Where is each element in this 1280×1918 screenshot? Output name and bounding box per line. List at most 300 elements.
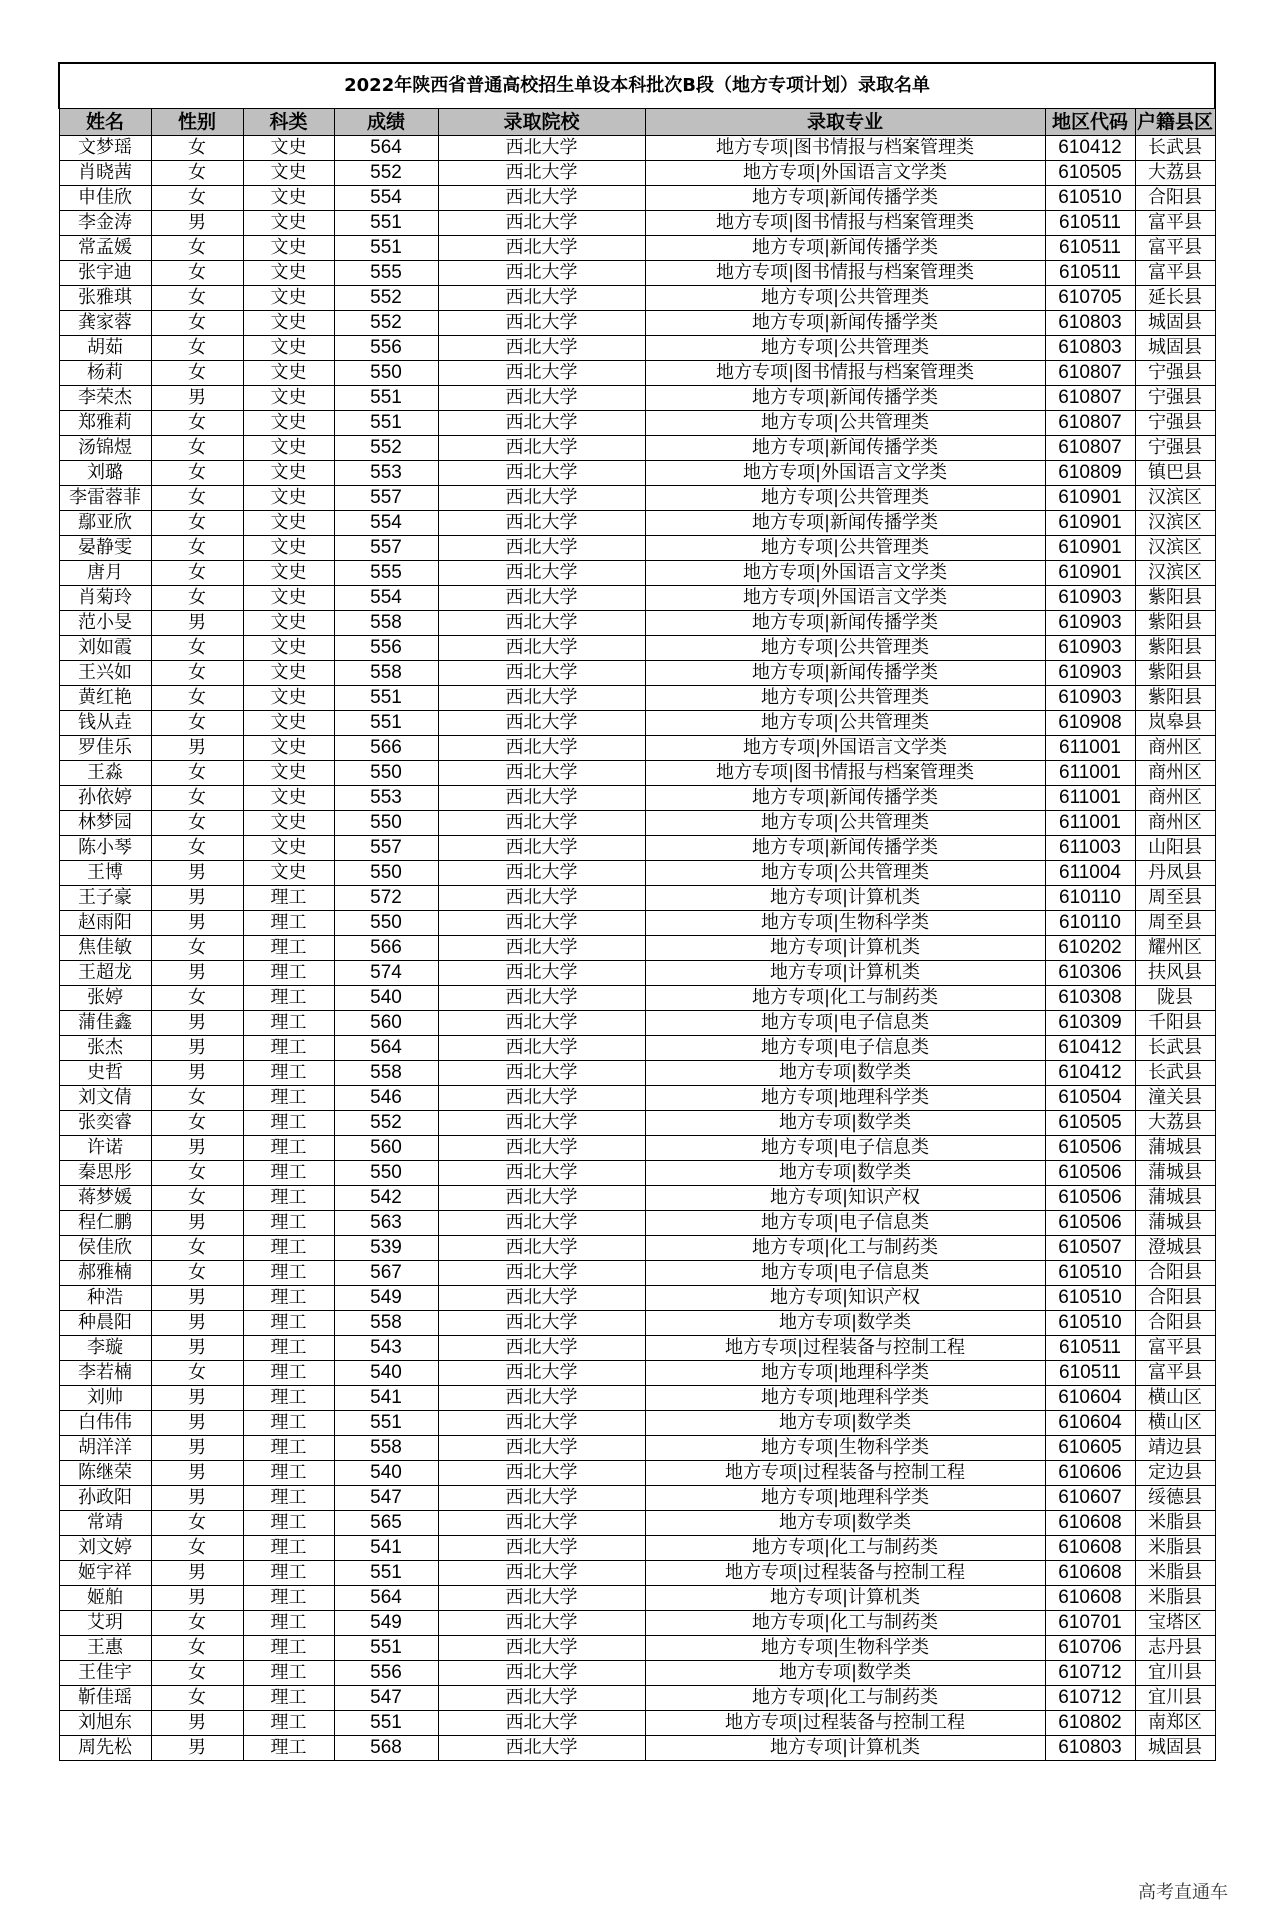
- cell-gender: 女: [151, 1186, 243, 1211]
- cell-college: 西北大学: [438, 811, 645, 836]
- cell-name: 申佳欣: [59, 186, 151, 211]
- table-row: [59, 486, 1215, 511]
- cell-county: 城固县: [1135, 336, 1215, 361]
- cell-gender: 女: [151, 661, 243, 686]
- cell-major: 地方专项|电子信息类: [645, 1036, 1045, 1061]
- cell-college: 西北大学: [438, 836, 645, 861]
- cell-category: 文史: [243, 686, 334, 711]
- cell-gender: 男: [151, 1311, 243, 1336]
- cell-gender: 女: [151, 761, 243, 786]
- cell-score: 566: [334, 736, 438, 761]
- cell-college: 西北大学: [438, 436, 645, 461]
- cell-gender: 女: [151, 1636, 243, 1661]
- cell-major: 地方专项|图书情报与档案管理类: [645, 136, 1045, 161]
- cell-region-code: 611001: [1045, 761, 1135, 786]
- cell-college: 西北大学: [438, 1561, 645, 1586]
- table-row: [59, 1086, 1215, 1111]
- cell-score: 550: [334, 1161, 438, 1186]
- cell-region-code: 610903: [1045, 636, 1135, 661]
- cell-name: 秦思彤: [59, 1161, 151, 1186]
- cell-county: 耀州区: [1135, 936, 1215, 961]
- cell-college: 西北大学: [438, 911, 645, 936]
- cell-college: 西北大学: [438, 1311, 645, 1336]
- cell-region-code: 610412: [1045, 1036, 1135, 1061]
- table-row: [59, 936, 1215, 961]
- cell-score: 541: [334, 1536, 438, 1561]
- cell-score: 556: [334, 1661, 438, 1686]
- cell-college: 西北大学: [438, 1061, 645, 1086]
- cell-name: 李雷蓉菲: [59, 486, 151, 511]
- cell-county: 丹凤县: [1135, 861, 1215, 886]
- cell-major: 地方专项|公共管理类: [645, 536, 1045, 561]
- cell-name: 常靖: [59, 1511, 151, 1536]
- cell-gender: 女: [151, 136, 243, 161]
- cell-county: 商州区: [1135, 761, 1215, 786]
- cell-score: 542: [334, 1186, 438, 1211]
- cell-name: 杨莉: [59, 361, 151, 386]
- table-row: [59, 911, 1215, 936]
- cell-score: 551: [334, 1711, 438, 1736]
- cell-region-code: 610901: [1045, 536, 1135, 561]
- cell-county: 扶风县: [1135, 961, 1215, 986]
- table-row: [59, 1311, 1215, 1336]
- cell-category: 文史: [243, 561, 334, 586]
- cell-college: 西北大学: [438, 511, 645, 536]
- cell-score: 550: [334, 911, 438, 936]
- cell-category: 理工: [243, 1486, 334, 1511]
- cell-gender: 男: [151, 1336, 243, 1361]
- cell-category: 理工: [243, 1436, 334, 1461]
- cell-region-code: 610510: [1045, 186, 1135, 211]
- cell-college: 西北大学: [438, 261, 645, 286]
- cell-major: 地方专项|化工与制药类: [645, 986, 1045, 1011]
- cell-name: 种晨阳: [59, 1311, 151, 1336]
- cell-region-code: 611001: [1045, 786, 1135, 811]
- cell-category: 理工: [243, 911, 334, 936]
- cell-score: 552: [334, 311, 438, 336]
- cell-major: 地方专项|计算机类: [645, 886, 1045, 911]
- cell-region-code: 611003: [1045, 836, 1135, 861]
- cell-name: 范小旻: [59, 611, 151, 636]
- table-row: [59, 511, 1215, 536]
- cell-major: 地方专项|新闻传播学类: [645, 786, 1045, 811]
- cell-county: 宁强县: [1135, 411, 1215, 436]
- watermark-text: 高考直通车: [1138, 1882, 1228, 1903]
- cell-gender: 女: [151, 936, 243, 961]
- cell-county: 山阳县: [1135, 836, 1215, 861]
- cell-category: 理工: [243, 1411, 334, 1436]
- cell-region-code: 610803: [1045, 1736, 1135, 1761]
- cell-score: 557: [334, 536, 438, 561]
- cell-name: 王惠: [59, 1636, 151, 1661]
- cell-college: 西北大学: [438, 486, 645, 511]
- cell-region-code: 611001: [1045, 736, 1135, 761]
- cell-county: 合阳县: [1135, 186, 1215, 211]
- cell-major: 地方专项|数学类: [645, 1111, 1045, 1136]
- cell-name: 姬宇祥: [59, 1561, 151, 1586]
- cell-name: 晏静雯: [59, 536, 151, 561]
- cell-name: 胡茹: [59, 336, 151, 361]
- table-row: [59, 411, 1215, 436]
- cell-college: 西北大学: [438, 1136, 645, 1161]
- cell-gender: 女: [151, 236, 243, 261]
- cell-gender: 男: [151, 1736, 243, 1761]
- cell-score: 563: [334, 1211, 438, 1236]
- cell-name: 李璇: [59, 1336, 151, 1361]
- cell-category: 文史: [243, 836, 334, 861]
- table-row: [59, 361, 1215, 386]
- cell-category: 文史: [243, 161, 334, 186]
- cell-college: 西北大学: [438, 936, 645, 961]
- cell-name: 张奕睿: [59, 1111, 151, 1136]
- cell-region-code: 610309: [1045, 1011, 1135, 1036]
- cell-county: 蒲城县: [1135, 1136, 1215, 1161]
- cell-score: 551: [334, 411, 438, 436]
- cell-category: 文史: [243, 636, 334, 661]
- cell-region-code: 611004: [1045, 861, 1135, 886]
- cell-college: 西北大学: [438, 411, 645, 436]
- table-row: [59, 1386, 1215, 1411]
- cell-major: 地方专项|化工与制药类: [645, 1236, 1045, 1261]
- cell-college: 西北大学: [438, 1736, 645, 1761]
- cell-gender: 男: [151, 1061, 243, 1086]
- cell-gender: 女: [151, 436, 243, 461]
- cell-region-code: 610506: [1045, 1211, 1135, 1236]
- cell-gender: 女: [151, 636, 243, 661]
- cell-category: 文史: [243, 261, 334, 286]
- cell-major: 地方专项|生物科学类: [645, 911, 1045, 936]
- cell-county: 宝塔区: [1135, 1611, 1215, 1636]
- cell-category: 文史: [243, 711, 334, 736]
- cell-name: 李若楠: [59, 1361, 151, 1386]
- cell-major: 地方专项|公共管理类: [645, 286, 1045, 311]
- cell-category: 理工: [243, 1536, 334, 1561]
- cell-region-code: 610504: [1045, 1086, 1135, 1111]
- cell-college: 西北大学: [438, 736, 645, 761]
- cell-category: 理工: [243, 1661, 334, 1686]
- cell-region-code: 610511: [1045, 236, 1135, 261]
- cell-county: 富平县: [1135, 1336, 1215, 1361]
- cell-college: 西北大学: [438, 1186, 645, 1211]
- cell-category: 文史: [243, 811, 334, 836]
- cell-score: 553: [334, 461, 438, 486]
- cell-score: 558: [334, 1311, 438, 1336]
- cell-score: 551: [334, 386, 438, 411]
- cell-gender: 女: [151, 261, 243, 286]
- cell-major: 地方专项|化工与制药类: [645, 1611, 1045, 1636]
- table-row: [59, 1286, 1215, 1311]
- cell-region-code: 610803: [1045, 311, 1135, 336]
- cell-category: 理工: [243, 886, 334, 911]
- table-row: [59, 161, 1215, 186]
- cell-region-code: 610903: [1045, 661, 1135, 686]
- cell-major: 地方专项|地理科学类: [645, 1486, 1045, 1511]
- cell-category: 理工: [243, 1011, 334, 1036]
- cell-region-code: 610807: [1045, 361, 1135, 386]
- cell-county: 长武县: [1135, 1061, 1215, 1086]
- cell-gender: 男: [151, 1411, 243, 1436]
- cell-college: 西北大学: [438, 861, 645, 886]
- cell-major: 地方专项|数学类: [645, 1311, 1045, 1336]
- cell-county: 长武县: [1135, 136, 1215, 161]
- cell-gender: 女: [151, 1611, 243, 1636]
- cell-category: 理工: [243, 1561, 334, 1586]
- cell-region-code: 610608: [1045, 1536, 1135, 1561]
- cell-college: 西北大学: [438, 236, 645, 261]
- table-row: [59, 1361, 1215, 1386]
- cell-region-code: 610511: [1045, 1336, 1135, 1361]
- cell-major: 地方专项|外国语言文学类: [645, 736, 1045, 761]
- table-row: [59, 711, 1215, 736]
- cell-name: 肖菊玲: [59, 586, 151, 611]
- cell-score: 540: [334, 986, 438, 1011]
- table-row: [59, 1486, 1215, 1511]
- cell-region-code: 610903: [1045, 586, 1135, 611]
- table-row: [59, 1186, 1215, 1211]
- cell-county: 宁强县: [1135, 436, 1215, 461]
- cell-county: 周至县: [1135, 911, 1215, 936]
- cell-major: 地方专项|公共管理类: [645, 861, 1045, 886]
- cell-score: 551: [334, 1561, 438, 1586]
- table-row: [59, 586, 1215, 611]
- column-header-region-code: 地区代码: [1045, 109, 1135, 136]
- cell-region-code: 610510: [1045, 1261, 1135, 1286]
- cell-region-code: 610505: [1045, 1111, 1135, 1136]
- cell-category: 理工: [243, 936, 334, 961]
- cell-score: 554: [334, 586, 438, 611]
- cell-major: 地方专项|电子信息类: [645, 1211, 1045, 1236]
- cell-category: 文史: [243, 586, 334, 611]
- cell-region-code: 610901: [1045, 486, 1135, 511]
- cell-major: 地方专项|计算机类: [645, 936, 1045, 961]
- cell-name: 郝雅楠: [59, 1261, 151, 1286]
- cell-college: 西北大学: [438, 761, 645, 786]
- cell-name: 王兴如: [59, 661, 151, 686]
- cell-major: 地方专项|电子信息类: [645, 1261, 1045, 1286]
- column-header-gender: 性别: [151, 109, 243, 136]
- cell-county: 横山区: [1135, 1411, 1215, 1436]
- cell-gender: 男: [151, 1386, 243, 1411]
- cell-region-code: 610511: [1045, 261, 1135, 286]
- cell-name: 王子豪: [59, 886, 151, 911]
- cell-county: 定边县: [1135, 1461, 1215, 1486]
- table-row: [59, 861, 1215, 886]
- cell-name: 白伟伟: [59, 1411, 151, 1436]
- cell-region-code: 610506: [1045, 1186, 1135, 1211]
- cell-county: 长武县: [1135, 1036, 1215, 1061]
- cell-county: 宜川县: [1135, 1661, 1215, 1686]
- cell-region-code: 610505: [1045, 161, 1135, 186]
- cell-county: 紫阳县: [1135, 661, 1215, 686]
- cell-score: 557: [334, 836, 438, 861]
- cell-name: 周先松: [59, 1736, 151, 1761]
- cell-name: 赵雨阳: [59, 911, 151, 936]
- cell-major: 地方专项|过程装备与控制工程: [645, 1461, 1045, 1486]
- cell-region-code: 610202: [1045, 936, 1135, 961]
- cell-category: 文史: [243, 861, 334, 886]
- cell-score: 557: [334, 486, 438, 511]
- admission-sheet: [58, 62, 1214, 1761]
- cell-score: 564: [334, 1586, 438, 1611]
- cell-name: 焦佳敏: [59, 936, 151, 961]
- cell-county: 宜川县: [1135, 1686, 1215, 1711]
- cell-name: 张宇迪: [59, 261, 151, 286]
- cell-gender: 男: [151, 1286, 243, 1311]
- cell-category: 理工: [243, 1686, 334, 1711]
- cell-college: 西北大学: [438, 1111, 645, 1136]
- table-row: [59, 1061, 1215, 1086]
- cell-gender: 女: [151, 1161, 243, 1186]
- cell-category: 理工: [243, 1036, 334, 1061]
- cell-gender: 女: [151, 536, 243, 561]
- cell-region-code: 610705: [1045, 286, 1135, 311]
- cell-score: 574: [334, 961, 438, 986]
- cell-name: 孙政阳: [59, 1486, 151, 1511]
- cell-county: 蒲城县: [1135, 1211, 1215, 1236]
- cell-name: 靳佳瑶: [59, 1686, 151, 1711]
- cell-college: 西北大学: [438, 1011, 645, 1036]
- cell-county: 商州区: [1135, 811, 1215, 836]
- cell-category: 文史: [243, 661, 334, 686]
- table-row: [59, 611, 1215, 636]
- cell-college: 西北大学: [438, 686, 645, 711]
- cell-name: 孙依婷: [59, 786, 151, 811]
- cell-category: 理工: [243, 1236, 334, 1261]
- cell-gender: 女: [151, 286, 243, 311]
- cell-score: 554: [334, 186, 438, 211]
- cell-gender: 男: [151, 1711, 243, 1736]
- cell-name: 刘文婷: [59, 1536, 151, 1561]
- cell-category: 文史: [243, 361, 334, 386]
- cell-region-code: 610701: [1045, 1611, 1135, 1636]
- cell-college: 西北大学: [438, 1461, 645, 1486]
- cell-score: 564: [334, 136, 438, 161]
- cell-category: 文史: [243, 536, 334, 561]
- cell-college: 西北大学: [438, 1386, 645, 1411]
- cell-region-code: 610412: [1045, 1061, 1135, 1086]
- cell-college: 西北大学: [438, 136, 645, 161]
- cell-category: 理工: [243, 1386, 334, 1411]
- table-row: [59, 1536, 1215, 1561]
- cell-county: 绥德县: [1135, 1486, 1215, 1511]
- cell-category: 理工: [243, 1636, 334, 1661]
- cell-gender: 女: [151, 486, 243, 511]
- cell-score: 572: [334, 886, 438, 911]
- cell-category: 文史: [243, 786, 334, 811]
- cell-college: 西北大学: [438, 1511, 645, 1536]
- cell-score: 558: [334, 1436, 438, 1461]
- cell-college: 西北大学: [438, 1486, 645, 1511]
- cell-county: 岚皋县: [1135, 711, 1215, 736]
- cell-county: 横山区: [1135, 1386, 1215, 1411]
- table-row: [59, 386, 1215, 411]
- cell-category: 文史: [243, 211, 334, 236]
- cell-region-code: 610511: [1045, 211, 1135, 236]
- cell-gender: 女: [151, 1261, 243, 1286]
- cell-score: 558: [334, 661, 438, 686]
- cell-gender: 女: [151, 511, 243, 536]
- cell-category: 文史: [243, 611, 334, 636]
- cell-gender: 女: [151, 561, 243, 586]
- cell-county: 镇巴县: [1135, 461, 1215, 486]
- cell-gender: 男: [151, 1011, 243, 1036]
- cell-county: 汉滨区: [1135, 561, 1215, 586]
- cell-gender: 男: [151, 861, 243, 886]
- cell-name: 李荣杰: [59, 386, 151, 411]
- table-row: [59, 186, 1215, 211]
- cell-gender: 女: [151, 311, 243, 336]
- cell-gender: 女: [151, 1511, 243, 1536]
- cell-major: 地方专项|数学类: [645, 1161, 1045, 1186]
- cell-score: 554: [334, 511, 438, 536]
- cell-gender: 男: [151, 1036, 243, 1061]
- cell-score: 551: [334, 1411, 438, 1436]
- cell-name: 程仁鹏: [59, 1211, 151, 1236]
- cell-major: 地方专项|新闻传播学类: [645, 236, 1045, 261]
- cell-college: 西北大学: [438, 361, 645, 386]
- cell-name: 王超龙: [59, 961, 151, 986]
- table-row: [59, 1136, 1215, 1161]
- cell-college: 西北大学: [438, 661, 645, 686]
- cell-score: 553: [334, 786, 438, 811]
- cell-region-code: 610608: [1045, 1586, 1135, 1611]
- cell-major: 地方专项|知识产权: [645, 1186, 1045, 1211]
- cell-gender: 男: [151, 611, 243, 636]
- cell-gender: 男: [151, 1461, 243, 1486]
- cell-major: 地方专项|化工与制药类: [645, 1536, 1045, 1561]
- cell-region-code: 611001: [1045, 811, 1135, 836]
- cell-region-code: 610706: [1045, 1636, 1135, 1661]
- cell-region-code: 610903: [1045, 611, 1135, 636]
- cell-score: 558: [334, 611, 438, 636]
- cell-score: 551: [334, 1636, 438, 1661]
- cell-region-code: 610110: [1045, 911, 1135, 936]
- column-header-college: 录取院校: [438, 109, 645, 136]
- cell-major: 地方专项|外国语言文学类: [645, 586, 1045, 611]
- cell-name: 刘如霞: [59, 636, 151, 661]
- cell-category: 文史: [243, 411, 334, 436]
- cell-name: 种浩: [59, 1286, 151, 1311]
- cell-name: 文梦瑶: [59, 136, 151, 161]
- cell-college: 西北大学: [438, 386, 645, 411]
- cell-county: 宁强县: [1135, 386, 1215, 411]
- cell-major: 地方专项|新闻传播学类: [645, 386, 1045, 411]
- cell-category: 文史: [243, 236, 334, 261]
- cell-gender: 男: [151, 1436, 243, 1461]
- table-row: [59, 336, 1215, 361]
- cell-college: 西北大学: [438, 1036, 645, 1061]
- cell-county: 靖边县: [1135, 1436, 1215, 1461]
- table-row: [59, 1111, 1215, 1136]
- cell-college: 西北大学: [438, 1361, 645, 1386]
- column-header-name: 姓名: [59, 109, 151, 136]
- cell-county: 汉滨区: [1135, 511, 1215, 536]
- table-row: [59, 1561, 1215, 1586]
- cell-category: 理工: [243, 1136, 334, 1161]
- cell-score: 550: [334, 811, 438, 836]
- cell-region-code: 610506: [1045, 1136, 1135, 1161]
- cell-college: 西北大学: [438, 1411, 645, 1436]
- cell-college: 西北大学: [438, 311, 645, 336]
- cell-county: 富平县: [1135, 211, 1215, 236]
- cell-name: 龚家蓉: [59, 311, 151, 336]
- cell-gender: 女: [151, 1361, 243, 1386]
- cell-category: 文史: [243, 386, 334, 411]
- cell-name: 张杰: [59, 1036, 151, 1061]
- cell-major: 地方专项|公共管理类: [645, 336, 1045, 361]
- cell-major: 地方专项|公共管理类: [645, 711, 1045, 736]
- cell-gender: 女: [151, 586, 243, 611]
